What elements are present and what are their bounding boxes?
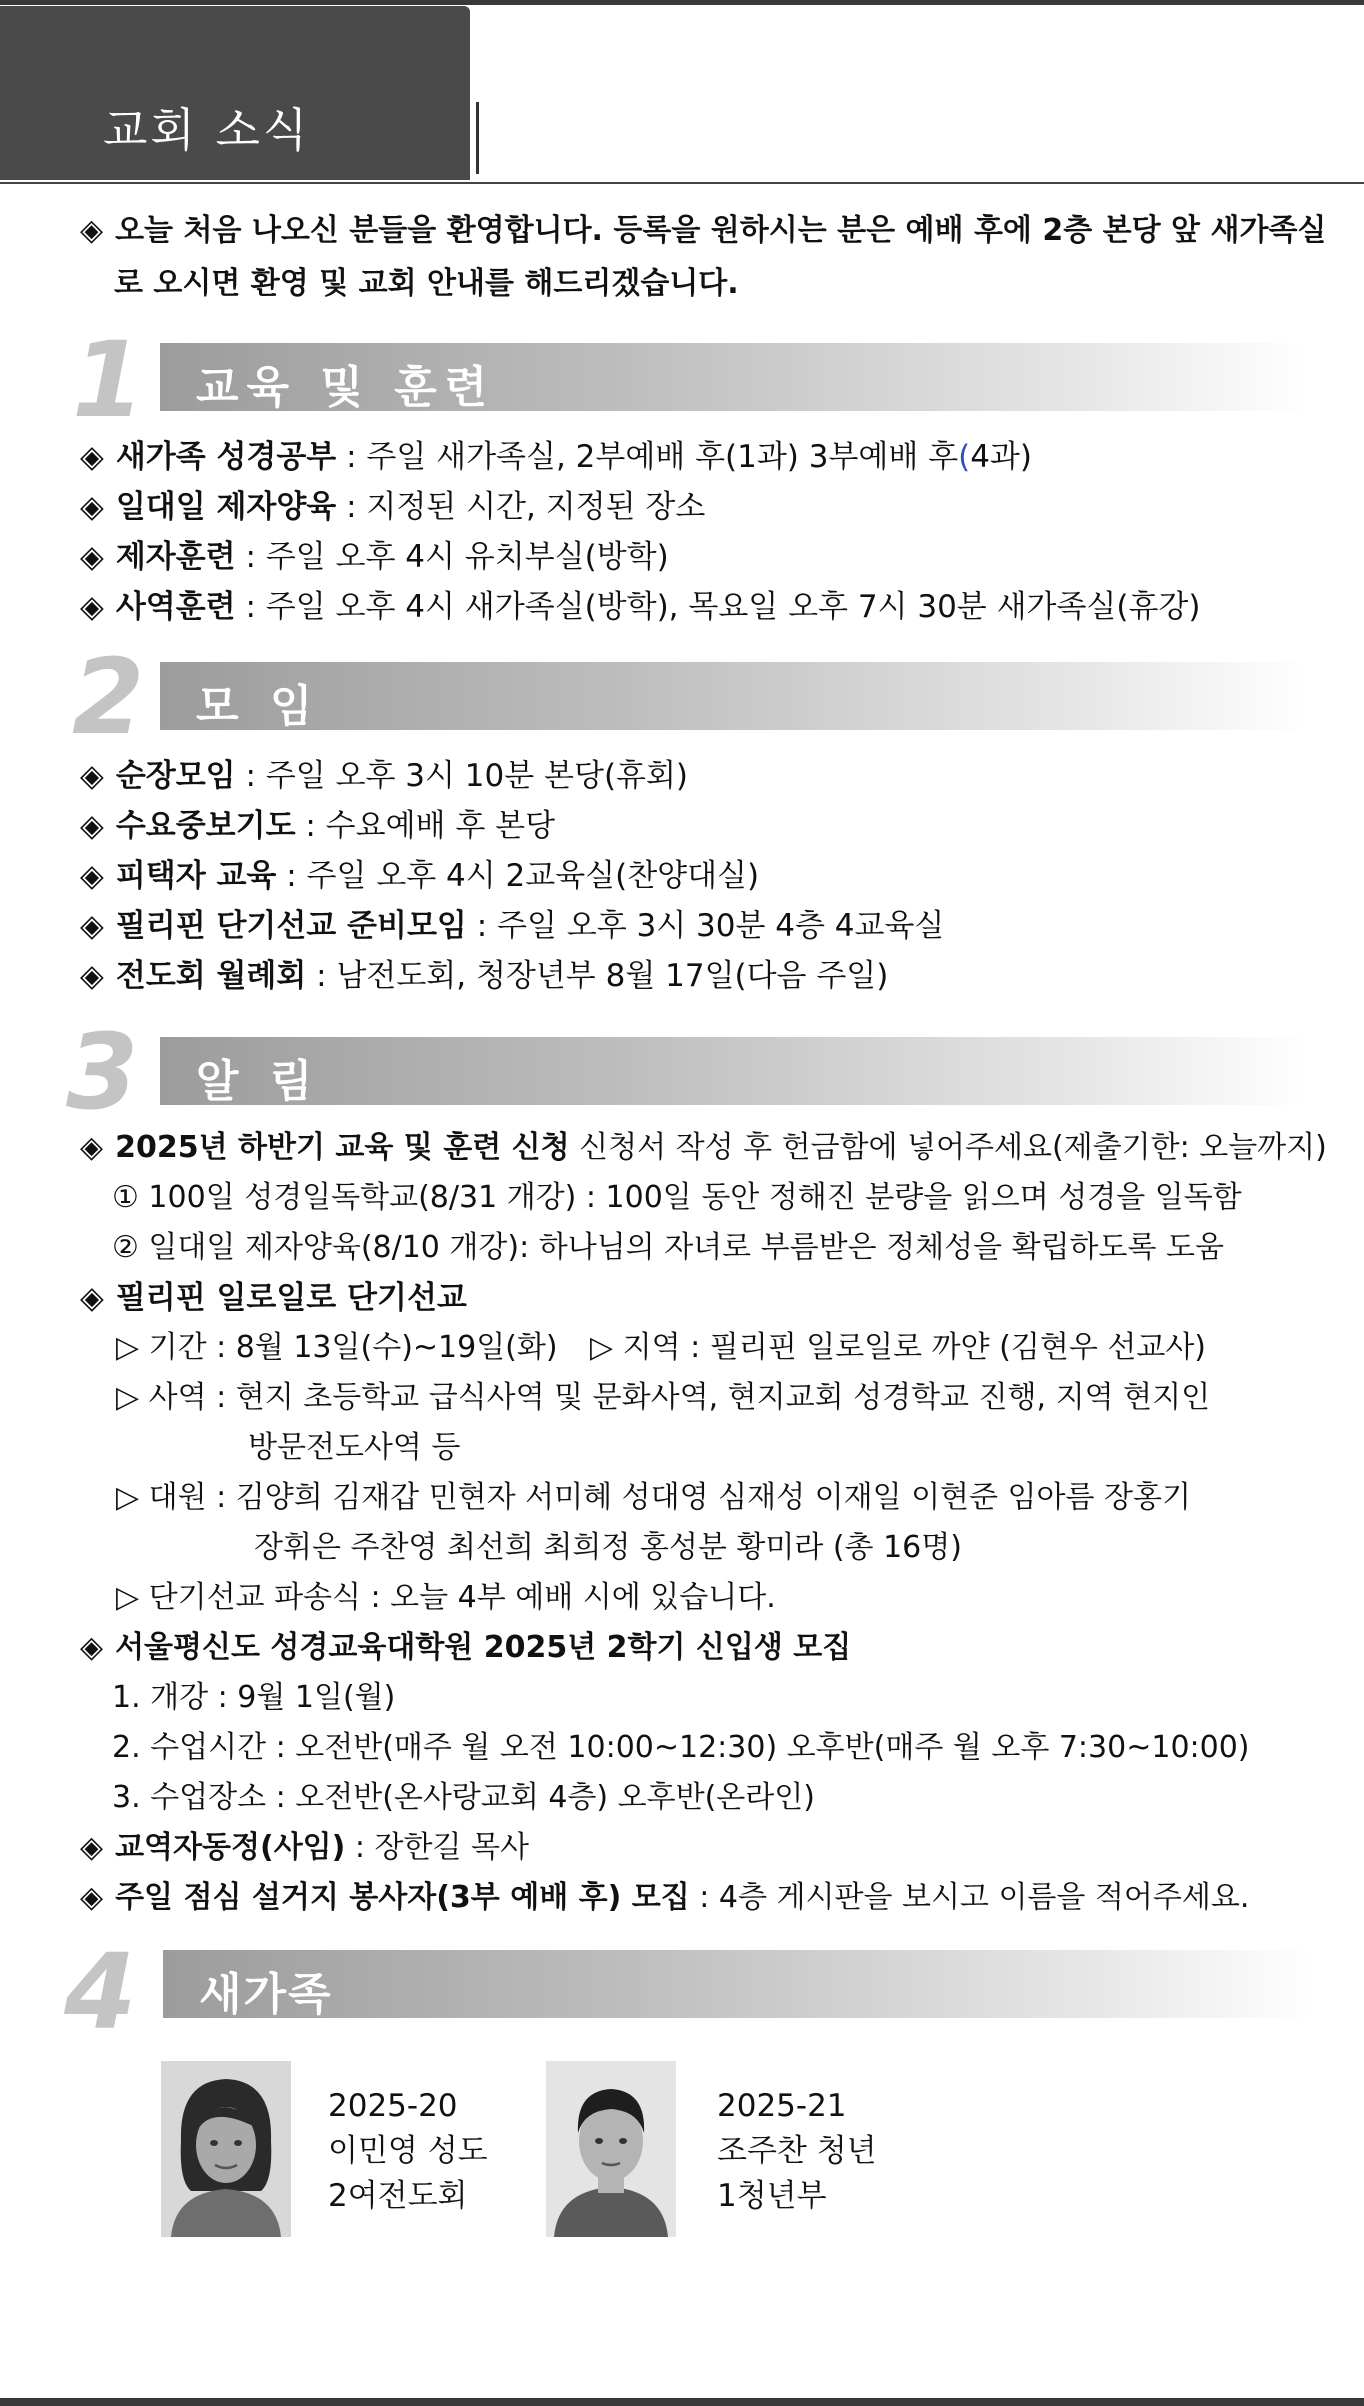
seminary-item: 2. 수업시간 : 오전반(매주 월 오전 10:00~12:30) 오후반(매주 월 오후 7:30~10:00) bbox=[112, 1730, 1250, 1765]
mission-work: ▷ 사역 : 현지 초등학교 급식사역 및 문화사역, 현지교회 성경학교 진행, 지역 현지인 bbox=[116, 1380, 1211, 1415]
seminary-item: 1. 개강 : 9월 1일(월) bbox=[112, 1680, 396, 1715]
notice-training-item: ① 100일 성경일독학교(8/31 개강) : 100일 동안 정해진 분량을 읽으며 성경을 일독함 bbox=[112, 1180, 1242, 1215]
notice-mission: ◈ 필리핀 일로일로 단기선교 bbox=[80, 1280, 467, 1316]
meeting-item: ◈ 수요중보기도 : 수요예배 후 본당 bbox=[80, 808, 556, 844]
intro-line-1: ◈ 오늘 처음 나오신 분들을 환영합니다. 등록을 원하시는 분은 예배 후에 2층 본당 앞 새가족실 bbox=[80, 213, 1327, 248]
header-underline bbox=[0, 182, 1364, 184]
section-number-3: 3 bbox=[66, 1011, 139, 1133]
section-number-4: 4 bbox=[64, 1931, 137, 2053]
section-title: 교육 및 훈련 bbox=[196, 362, 496, 413]
header-tab bbox=[0, 6, 470, 180]
notice-volunteer: ◈ 주일 점심 설거지 봉사자(3부 예배 후) 모집 : 4층 게시판을 보시고 이름을 적어주세요. bbox=[80, 1880, 1250, 1915]
mission-period: ▷ 기간 : 8월 13일(수)~19일(화) bbox=[116, 1330, 558, 1365]
education-item: ◈ 사역훈련 : 주일 오후 4시 새가족실(방학), 목요일 오후 7시 30분 새가족실(휴강) bbox=[80, 589, 1201, 625]
new-member-group: 2여전도회 bbox=[328, 2178, 468, 2214]
meeting-item: ◈ 피택자 교육 : 주일 오후 4시 2교육실(찬양대실) bbox=[80, 858, 760, 894]
notice-training-item: ② 일대일 제자양육(8/10 개강): 하나님의 자녀로 부름받은 정체성을 확립하도록 도움 bbox=[112, 1230, 1224, 1265]
mission-work-cont: 방문전도사역 등 bbox=[248, 1430, 461, 1465]
section-title: 모 임 bbox=[196, 681, 321, 732]
seminary-item: 3. 수업장소 : 오전반(온사랑교회 4층) 오후반(온라인) bbox=[112, 1780, 815, 1815]
header-divider bbox=[476, 102, 479, 174]
intro-line-2: 로 오시면 환영 및 교회 안내를 해드리겠습니다. bbox=[114, 266, 739, 301]
section-title: 새가족 bbox=[199, 1969, 333, 2020]
bottom-border bbox=[0, 2398, 1364, 2406]
meeting-item: ◈ 필리핀 단기선교 준비모임 : 주일 오후 3시 30분 4층 4교육실 bbox=[80, 908, 945, 944]
new-member-name: 조주찬 청년 bbox=[717, 2133, 877, 2169]
new-member-photo bbox=[161, 2061, 291, 2237]
notice-seminary: ◈ 서울평신도 성경교육대학원 2025년 2학기 신입생 모집 bbox=[80, 1630, 852, 1665]
mission-region: ▷ 지역 : 필리핀 일로일로 까얀 (김현우 선교사) bbox=[590, 1330, 1206, 1365]
section-header-new-family bbox=[163, 1950, 1313, 2018]
page-title: 교회 소식 bbox=[103, 103, 311, 157]
new-member-group: 1청년부 bbox=[717, 2178, 827, 2214]
top-border bbox=[0, 0, 1364, 5]
person-portrait-icon bbox=[161, 2061, 291, 2237]
new-member-photo bbox=[546, 2061, 676, 2237]
meeting-item: ◈ 순장모임 : 주일 오후 3시 10분 본당(휴회) bbox=[80, 758, 689, 794]
new-member-id: 2025-20 bbox=[328, 2088, 458, 2124]
meeting-item: ◈ 전도회 월례회 : 남전도회, 청장년부 8월 17일(다음 주일) bbox=[80, 958, 889, 994]
mission-members: ▷ 대원 : 김양희 김재갑 민현자 서미혜 성대영 심재성 이재일 이현준 임아름 장홍기 bbox=[116, 1480, 1191, 1515]
education-item: ◈ 제자훈련 : 주일 오후 4시 유치부실(방학) bbox=[80, 539, 669, 575]
section-header-education bbox=[160, 343, 1310, 411]
section-number-1: 1 bbox=[72, 319, 145, 441]
mission-sendoff: ▷ 단기선교 파송식 : 오늘 4부 예배 시에 있습니다. bbox=[116, 1580, 776, 1615]
section-number-2: 2 bbox=[72, 636, 145, 758]
mission-members-cont: 장휘은 주찬영 최선희 최희정 홍성분 황미라 (총 16명) bbox=[254, 1530, 962, 1565]
education-item: ◈ 일대일 제자양육 : 지정된 시간, 지정된 장소 bbox=[80, 489, 706, 525]
education-item: ◈ 새가족 성경공부 : 주일 새가족실, 2부예배 후(1과) 3부예배 후(4과) bbox=[80, 439, 1032, 475]
new-member-id: 2025-21 bbox=[717, 2088, 847, 2124]
section-title: 알 림 bbox=[196, 1056, 321, 1107]
notice-training: ◈ 2025년 하반기 교육 및 훈련 신청 신청서 작성 후 헌금함에 넣어주세요(제출기한: 오늘까지) bbox=[80, 1130, 1327, 1165]
notice-staff: ◈ 교역자동정(사임) : 장한길 목사 bbox=[80, 1830, 529, 1865]
new-member-name: 이민영 성도 bbox=[328, 2133, 488, 2169]
person-portrait-icon bbox=[546, 2061, 676, 2237]
section-header-meetings bbox=[160, 662, 1310, 730]
section-header-notices bbox=[160, 1037, 1310, 1105]
